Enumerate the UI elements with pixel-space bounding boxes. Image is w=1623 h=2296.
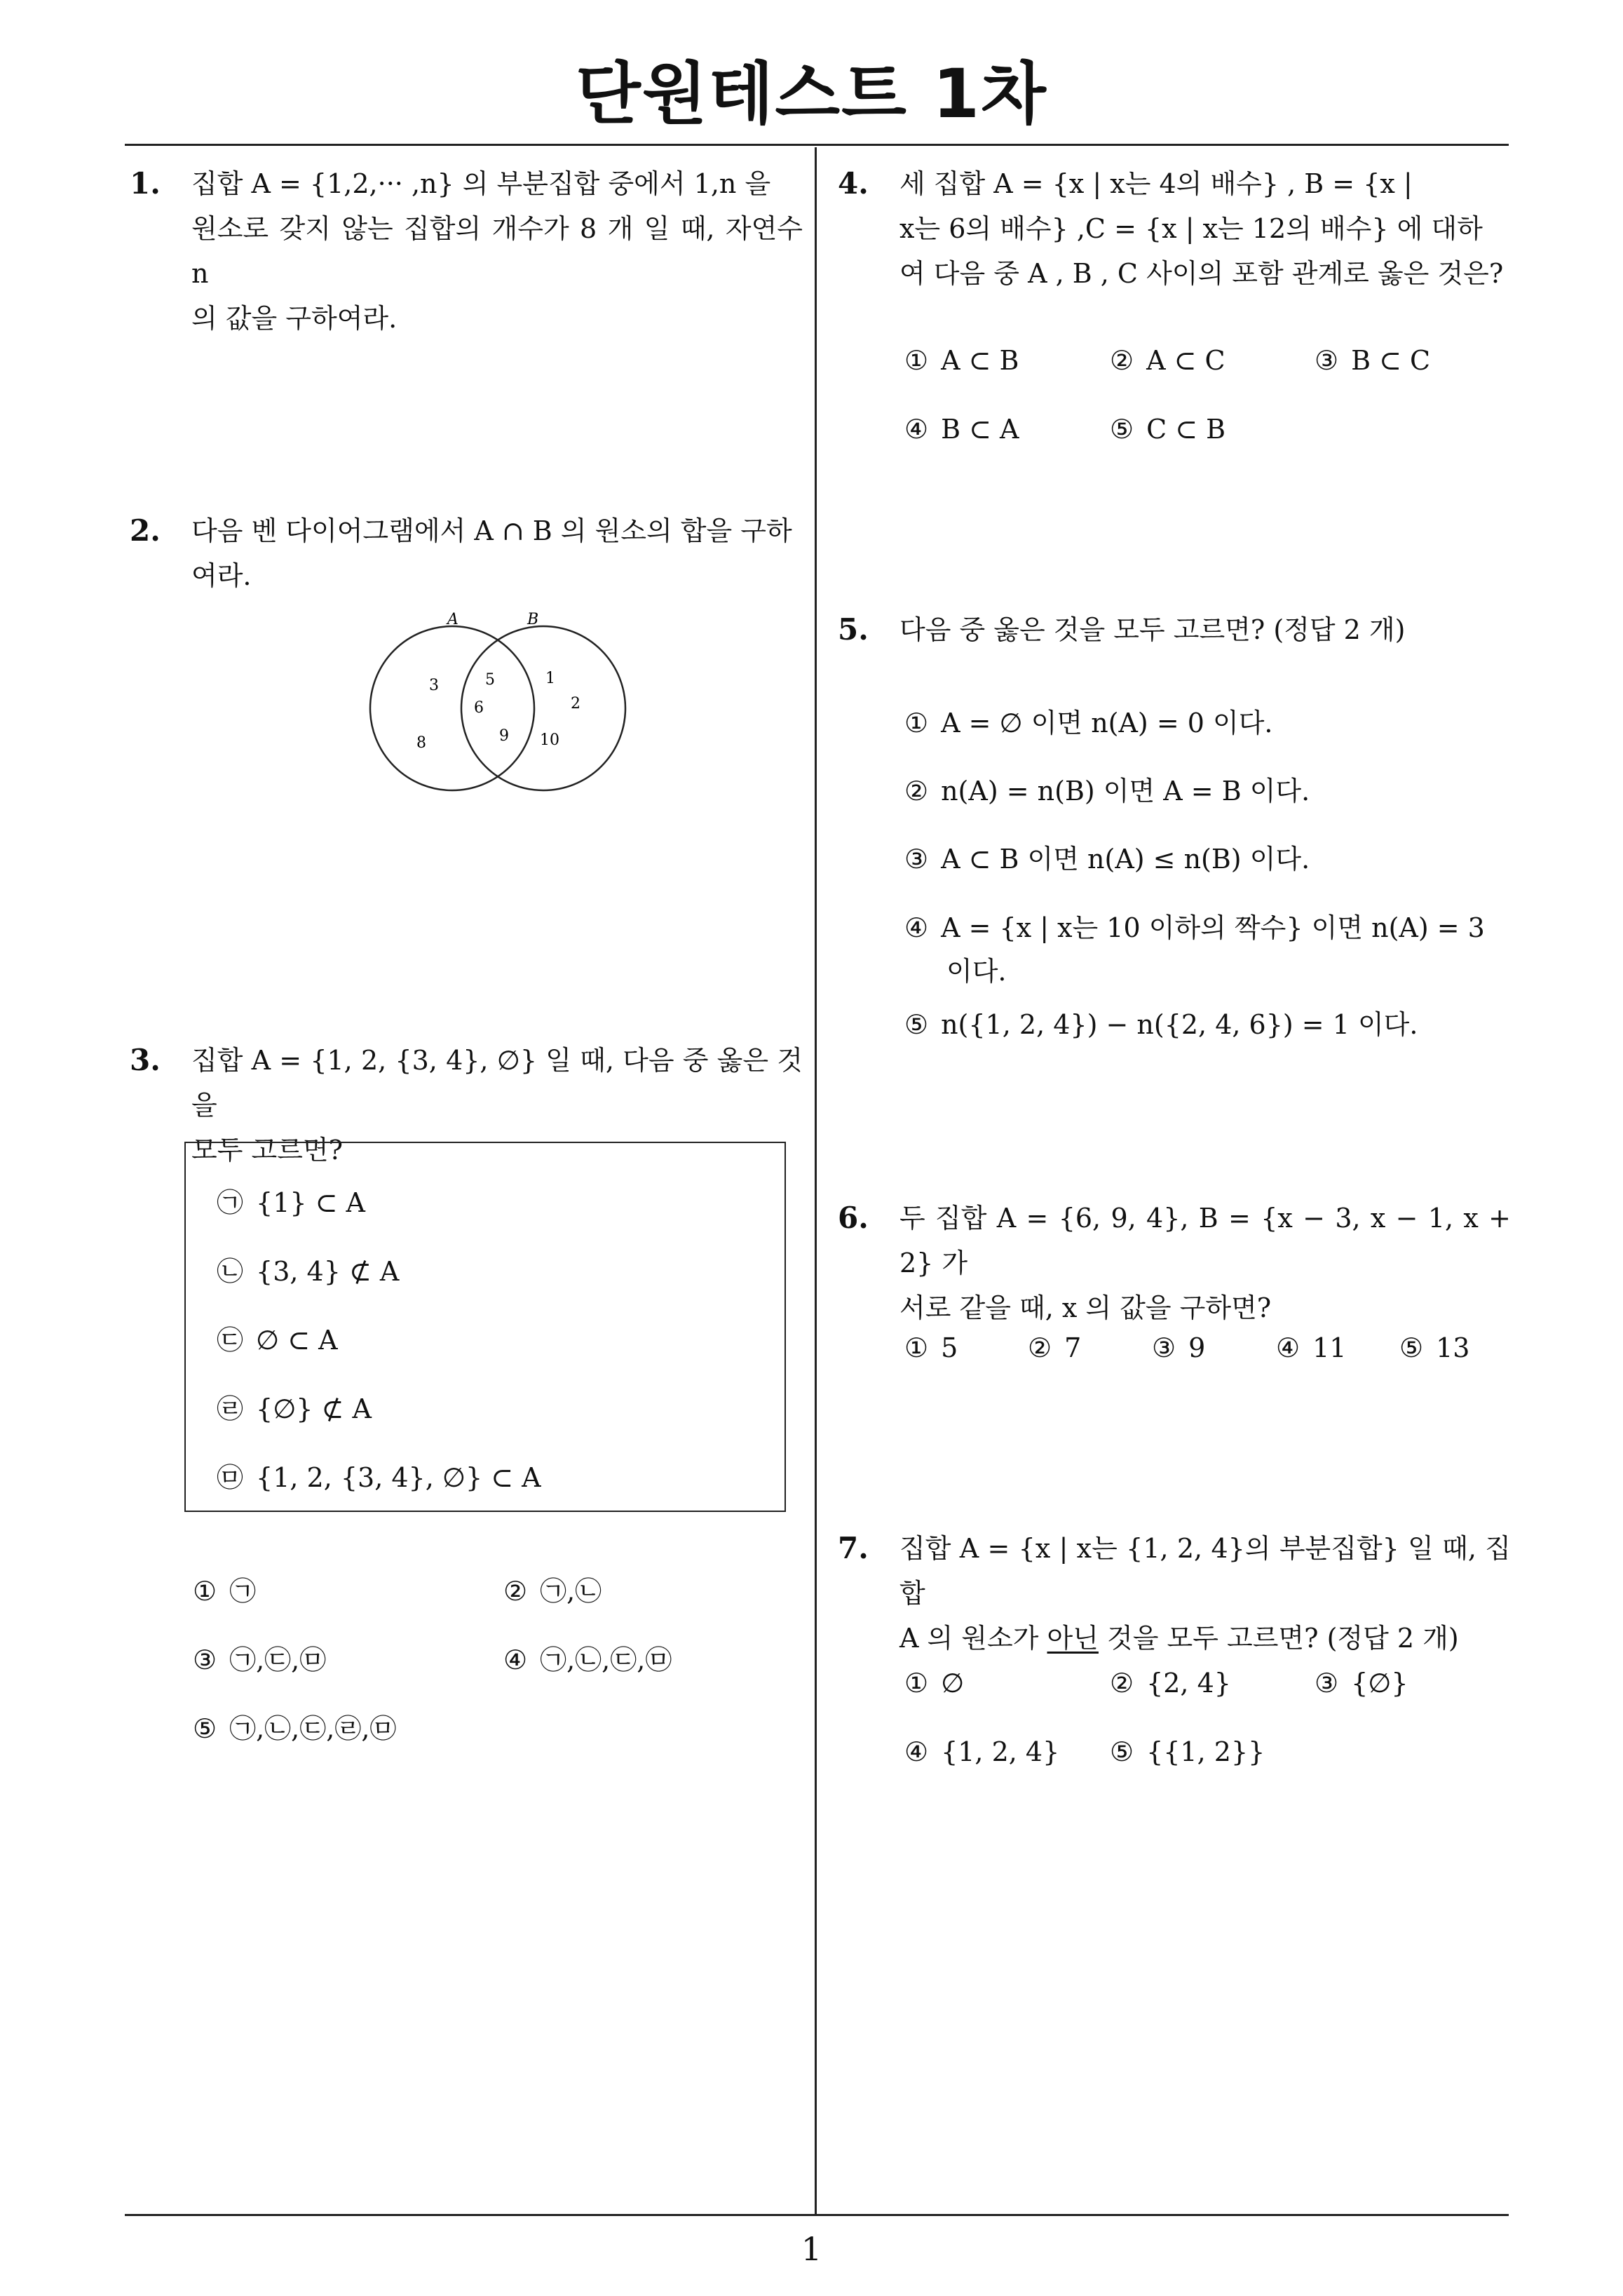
venn-diagram <box>365 610 631 792</box>
question-text-line: 집합 A = {1, 2, {3, 4}, ∅} 일 때, 다음 중 옳은 것을 <box>191 1045 803 1121</box>
venn-label-a: A <box>447 611 459 628</box>
question-4 <box>838 161 1511 296</box>
venn-element: 8 <box>416 734 426 752</box>
answer-choice[interactable]: ① 5 <box>904 1332 958 1363</box>
question-number: 7. <box>838 1531 869 1565</box>
question-number: 5. <box>838 612 869 647</box>
venn-element: 1 <box>545 670 555 687</box>
question-number: 6. <box>838 1201 869 1235</box>
statement-item: ㉡ {3, 4} ⊄ A <box>217 1256 400 1287</box>
answer-choice[interactable]: ⑤ {{1, 2}} <box>1110 1736 1265 1767</box>
answer-choice[interactable]: ① A = ∅ 이면 n(A) = 0 이다. <box>904 708 1273 738</box>
answer-choice[interactable]: ③ ㉠,㉢,㉤ <box>193 1645 327 1675</box>
answer-choice[interactable]: ③ 9 <box>1152 1332 1206 1363</box>
statement-box <box>184 1142 786 1512</box>
question-text-line: 두 집합 A = {6, 9, 4}, B = {x − 3, x − 1, x + 2} 가 <box>899 1203 1511 1278</box>
question-2 <box>130 508 803 598</box>
question-text-line: 서로 같을 때, x 의 값을 구하면? <box>899 1292 1272 1323</box>
statement-item: ㉢ ∅ ⊂ A <box>217 1325 338 1356</box>
answer-choice[interactable]: ② {2, 4} <box>1110 1668 1231 1699</box>
venn-element: 5 <box>485 671 495 689</box>
question-1 <box>130 161 803 341</box>
question-5 <box>838 607 1511 652</box>
question-text-line: 여라. <box>191 560 252 591</box>
column-divider <box>815 147 817 2216</box>
answer-choice[interactable]: ④ B ⊂ A <box>904 414 1019 445</box>
bottom-rule <box>125 2214 1509 2216</box>
page-title: 단원테스트 1차 <box>576 55 1047 133</box>
venn-element: 10 <box>540 731 559 749</box>
answer-choice[interactable]: ⑤ n({1, 2, 4}) − n({2, 4, 6}) = 1 이다. <box>904 1009 1418 1040</box>
question-text-line: 원소로 갖지 않는 집합의 개수가 8 개 일 때, 자연수 n <box>191 213 803 289</box>
top-rule <box>125 144 1509 146</box>
venn-circle-b <box>461 626 625 790</box>
answer-choice[interactable]: ① ㉠ <box>193 1576 257 1607</box>
question-text-line: 세 집합 A = {x | x는 4의 배수} , B = {x | <box>899 168 1413 199</box>
question-number: 3. <box>130 1043 161 1077</box>
underlined-word: 아닌 <box>1047 1623 1099 1654</box>
statement-item: ㉣ {∅} ⊄ A <box>217 1393 372 1424</box>
page-number: 1 <box>801 2230 822 2268</box>
venn-label-b: B <box>527 611 539 628</box>
question-text-line: 모두 고르면? <box>191 1135 343 1166</box>
venn-element: 3 <box>429 677 439 694</box>
statement-item: ㉤ {1, 2, {3, 4}, ∅} ⊂ A <box>217 1462 541 1493</box>
question-7 <box>838 1526 1511 1661</box>
answer-choice[interactable]: ③ B ⊂ C <box>1315 345 1431 376</box>
question-number: 4. <box>838 166 869 201</box>
answer-choice[interactable]: ① A ⊂ B <box>904 345 1019 376</box>
question-text-line: 집합 A = {1,2,··· ,n} 의 부분집합 중에서 1,n 을 <box>191 168 771 199</box>
answer-choice-continuation: 이다. <box>946 956 1007 987</box>
question-text-line: 여 다음 중 A , B , C 사이의 포함 관계로 옳은 것은? <box>899 258 1504 289</box>
answer-choice[interactable]: ① ∅ <box>904 1668 965 1699</box>
question-text-line: A 의 원소가 아닌 것을 모두 고르면? (정답 2 개) <box>899 1623 1459 1654</box>
answer-choice[interactable]: ④ 11 <box>1276 1332 1347 1363</box>
question-text-line: 집합 A = {x | x는 {1, 2, 4}의 부분집합} 일 때, 집합 <box>899 1533 1511 1609</box>
answer-choice[interactable]: ② A ⊂ C <box>1110 345 1225 376</box>
answer-choice[interactable]: ⑤ ㉠,㉡,㉢,㉣,㉤ <box>193 1713 397 1744</box>
question-number: 2. <box>130 513 161 548</box>
venn-element: 2 <box>571 695 580 713</box>
answer-choice[interactable]: ④ ㉠,㉡,㉢,㉤ <box>503 1645 672 1675</box>
statement-item: ㉠ {1} ⊂ A <box>217 1187 365 1218</box>
answer-choice[interactable]: ③ {∅} <box>1315 1668 1408 1699</box>
venn-element: 9 <box>499 727 509 745</box>
venn-circle-a <box>370 626 534 790</box>
answer-choice[interactable]: ④ A = {x | x는 10 이하의 짝수} 이면 n(A) = 3 <box>904 912 1485 943</box>
answer-choice[interactable]: ② 7 <box>1028 1332 1082 1363</box>
question-6 <box>838 1196 1511 1330</box>
answer-choice[interactable]: ⑤ 13 <box>1399 1332 1470 1363</box>
question-text-line: 다음 중 옳은 것을 모두 고르면? (정답 2 개) <box>899 614 1406 645</box>
question-text-line: 의 값을 구하여라. <box>191 303 398 334</box>
question-text-line: 다음 벤 다이어그램에서 A ∩ B 의 원소의 합을 구하 <box>191 515 792 546</box>
answer-choice[interactable]: ② n(A) = n(B) 이면 A = B 이다. <box>904 776 1310 806</box>
answer-choice[interactable]: ④ {1, 2, 4} <box>904 1736 1060 1767</box>
answer-choice[interactable]: ⑤ C ⊂ B <box>1110 414 1226 445</box>
answer-choice[interactable]: ② ㉠,㉡ <box>503 1576 602 1607</box>
venn-element: 6 <box>474 699 484 717</box>
answer-choice[interactable]: ③ A ⊂ B 이면 n(A) ≤ n(B) 이다. <box>904 844 1310 874</box>
question-number: 1. <box>130 166 161 201</box>
question-text-line: x는 6의 배수} ,C = {x | x는 12의 배수} 에 대하 <box>899 213 1483 244</box>
